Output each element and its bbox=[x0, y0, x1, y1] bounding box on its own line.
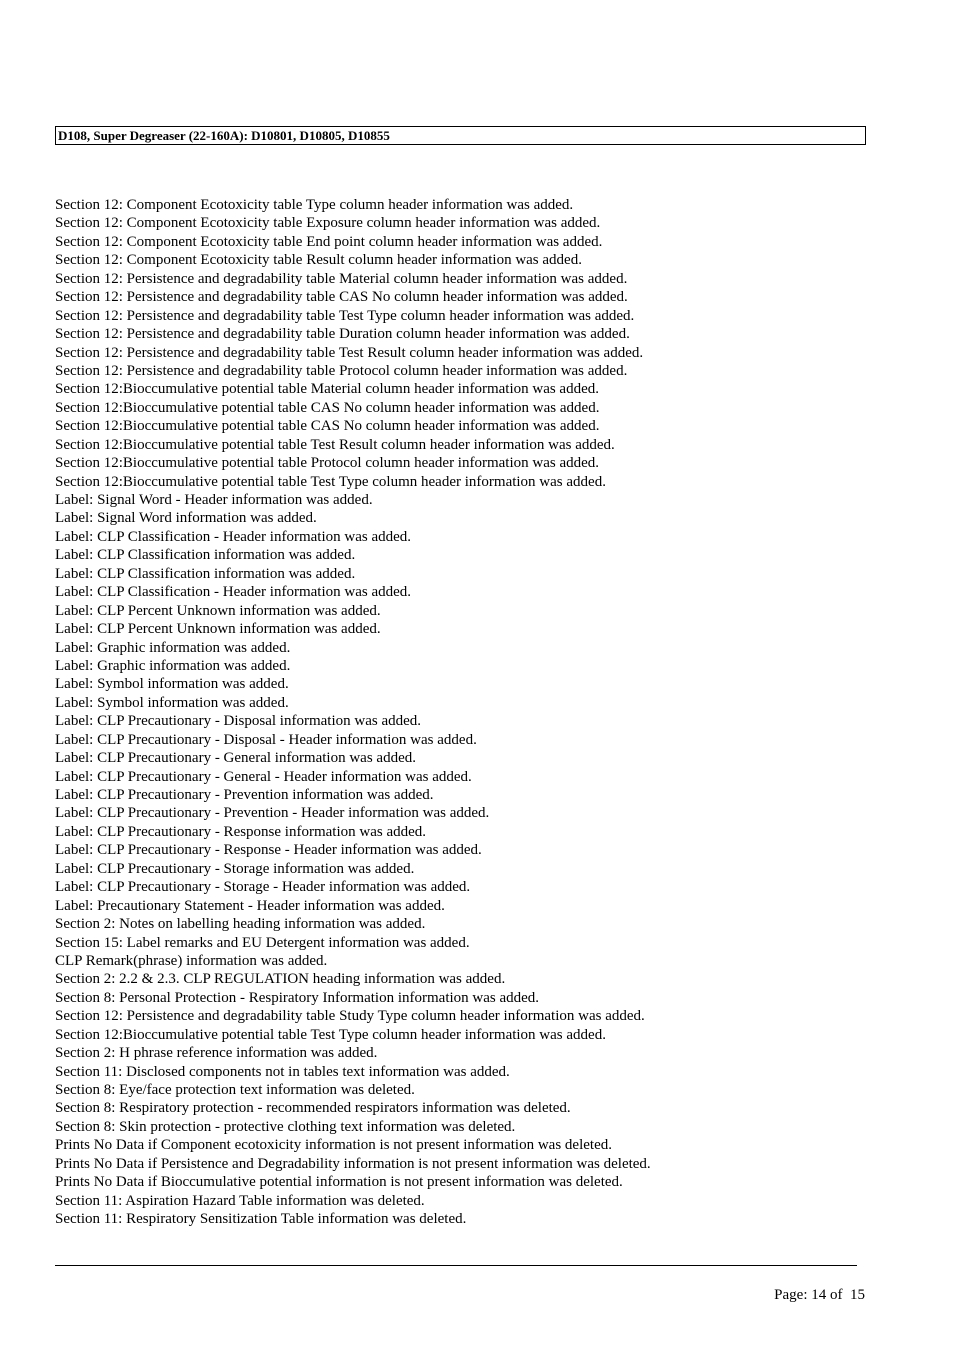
change-item: Section 12:Bioccumulative potential table CAS No column header information was added. bbox=[55, 418, 600, 435]
change-item: Section 12: Component Ecotoxicity table Type column header information was added. bbox=[55, 197, 574, 213]
change-item: Section 2: H phrase reference information was added. bbox=[55, 1045, 378, 1062]
change-item: Section 12: Persistence and degradability table Study Type column header information was added. bbox=[55, 1008, 645, 1025]
change-item: Section 8: Eye/face protection text information was deleted. bbox=[55, 1082, 415, 1098]
change-item: Section 12: Component Ecotoxicity table Result column header information was added. bbox=[55, 252, 582, 269]
change-item: Label: CLP Precautionary - Storage information was added. bbox=[55, 860, 415, 877]
change-item: Section 12:Bioccumulative potential table CAS No column header information was added. bbox=[55, 399, 600, 416]
change-item: Label: Symbol information was added. bbox=[55, 676, 289, 693]
change-item: Label: CLP Precautionary - Storage - Header information was added. bbox=[55, 879, 471, 896]
change-item: Label: CLP Precautionary - Disposal - Header information was added. bbox=[55, 731, 477, 748]
change-item: Section 8: Skin protection - protective clothing text information was deleted. bbox=[55, 1118, 516, 1135]
change-item: Label: Precautionary Statement - Header information was added. bbox=[55, 897, 445, 914]
change-item: Section 12:Bioccumulative potential table Material column header information was added. bbox=[55, 381, 599, 398]
change-item: Section 11: Respiratory Sensitization Table information was deleted. bbox=[55, 1211, 467, 1228]
change-item: Label: CLP Precautionary - Disposal information was added. bbox=[55, 713, 422, 730]
change-item: Section 12: Persistence and degradability table Test Result column header information was added. bbox=[55, 344, 644, 361]
change-item: Section 12:Bioccumulative potential table Test Result column header information was added. bbox=[55, 436, 615, 453]
change-item: Section 12: Persistence and degradability table CAS No column header information was added. bbox=[55, 289, 628, 306]
change-item: Label: CLP Percent Unknown information was added. bbox=[55, 621, 381, 638]
change-item: Label: Graphic information was added. bbox=[55, 657, 291, 674]
change-item: Section 8: Personal Protection - Respiratory Information information was added. bbox=[55, 989, 540, 1006]
page-number: Page: 14 of 15 bbox=[774, 1287, 865, 1303]
change-item: Section 11: Aspiration Hazard Table information was deleted. bbox=[55, 1192, 425, 1209]
change-item: Label: CLP Precautionary - Response information was added. bbox=[55, 823, 427, 840]
change-item: Label: CLP Precautionary - Prevention information was added. bbox=[55, 787, 434, 803]
change-item: Section 8: Respiratory protection - recommended respirators information was deleted. bbox=[55, 1100, 571, 1117]
change-item: Section 12: Persistence and degradability table Duration column header information was added. bbox=[55, 326, 630, 343]
change-item: Label: CLP Classification information was added. bbox=[55, 565, 356, 582]
change-item: Prints No Data if Persistence and Degradability information is not present information was deleted. bbox=[55, 1155, 651, 1172]
change-item: CLP Remark(phrase) information was added. bbox=[55, 952, 328, 969]
change-item: Label: Graphic information was added. bbox=[55, 639, 291, 656]
change-item: Section 12:Bioccumulative potential table Test Type column header information was added. bbox=[55, 473, 606, 490]
document-title: D108, Super Degreaser (22-160A): D10801, D10805, D10855 bbox=[58, 128, 390, 143]
change-item: Label: CLP Classification - Header information was added. bbox=[55, 528, 412, 545]
change-item: Section 12:Bioccumulative potential table Test Type column header information was added. bbox=[55, 1026, 606, 1043]
change-item: Label: CLP Precautionary - Prevention - Header information was added. bbox=[55, 805, 490, 822]
change-item: Section 12: Persistence and degradability table Material column header information was added. bbox=[55, 270, 628, 287]
change-item: Label: CLP Precautionary - Response - Header information was added. bbox=[55, 842, 482, 859]
change-item: Section 15: Label remarks and EU Detergent information was added. bbox=[55, 934, 470, 951]
change-item: Label: CLP Classification information was added. bbox=[55, 547, 356, 564]
change-item: Section 11: Disclosed components not in tables text information was added. bbox=[55, 1063, 510, 1080]
change-item: Label: Signal Word information was added. bbox=[55, 510, 317, 527]
change-item: Section 12: Component Ecotoxicity table End point column header information was added. bbox=[55, 233, 603, 250]
revision-change-list bbox=[55, 196, 875, 1229]
change-item: Section 12: Component Ecotoxicity table Exposure column header information was added. bbox=[55, 215, 601, 232]
change-item: Label: CLP Classification - Header information was added. bbox=[55, 584, 412, 601]
change-item: Section 12: Persistence and degradability table Test Type column header information was added. bbox=[55, 307, 635, 324]
change-item: Label: Signal Word - Header information was added. bbox=[55, 492, 373, 508]
footer-divider bbox=[55, 1265, 857, 1266]
change-item: Label: CLP Precautionary - General - Header information was added. bbox=[55, 768, 472, 785]
change-item: Section 12: Persistence and degradability table Protocol column header information was added. bbox=[55, 362, 628, 379]
change-item: Label: CLP Percent Unknown information was added. bbox=[55, 602, 381, 619]
change-item: Label: CLP Precautionary - General information was added. bbox=[55, 750, 416, 767]
change-item: Section 2: 2.2 & 2.3. CLP REGULATION heading information was added. bbox=[55, 971, 506, 988]
document-header-box bbox=[55, 126, 866, 145]
change-item: Section 12:Bioccumulative potential table Protocol column header information was added. bbox=[55, 455, 600, 472]
change-item: Prints No Data if Component ecotoxicity information is not present information was deleted. bbox=[55, 1137, 612, 1154]
change-item: Section 2: Notes on labelling heading information was added. bbox=[55, 916, 426, 933]
change-item: Prints No Data if Bioccumulative potential information is not present information was deleted. bbox=[55, 1174, 623, 1191]
change-item: Label: Symbol information was added. bbox=[55, 694, 289, 711]
